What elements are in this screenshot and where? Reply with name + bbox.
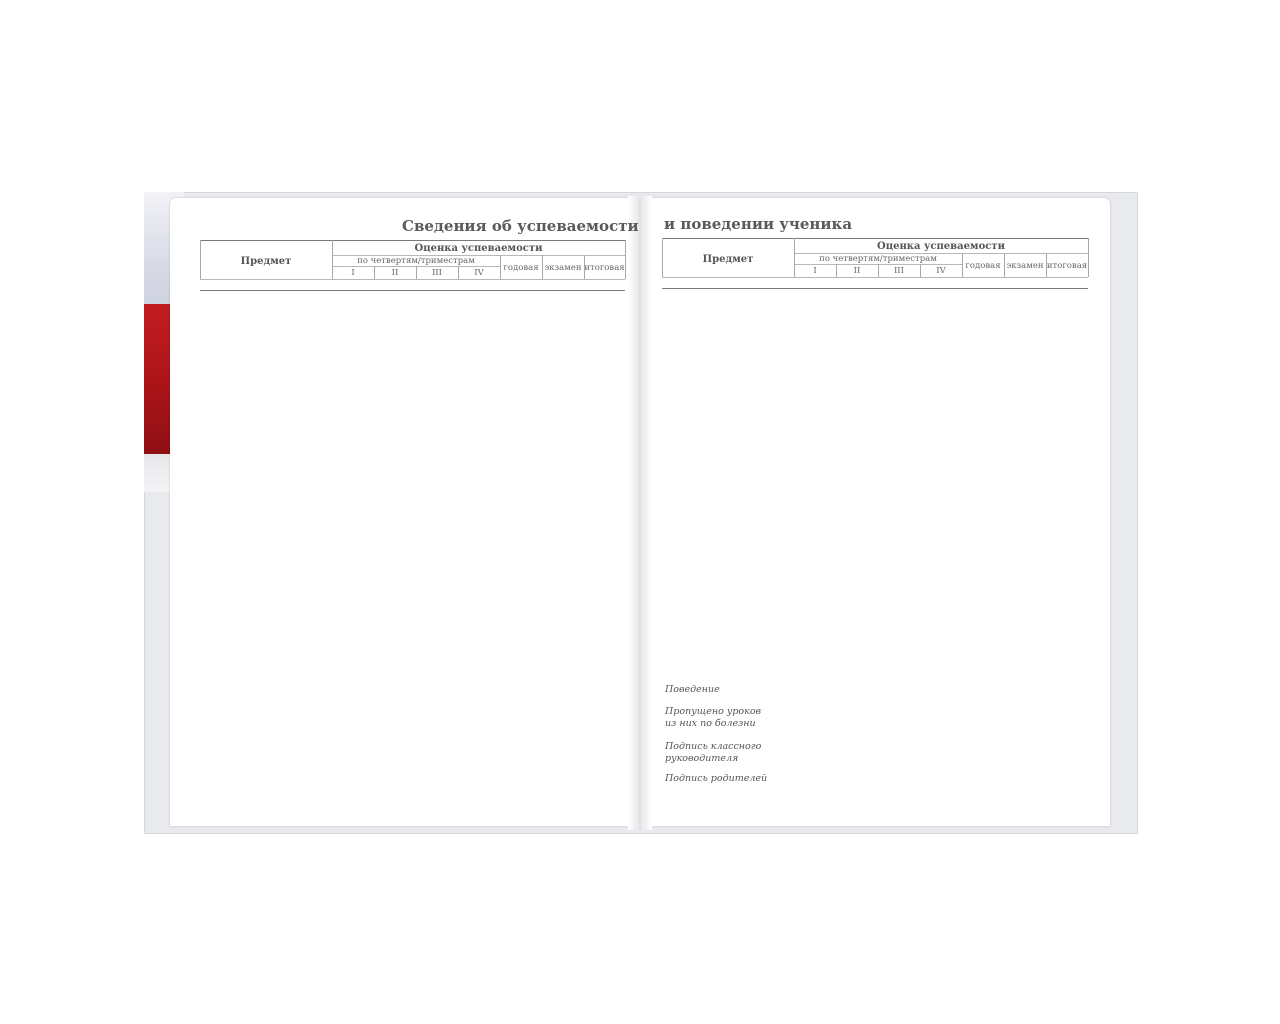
notebook-spine — [628, 196, 652, 830]
assessment-header: Оценка успеваемости — [877, 241, 1005, 252]
exam-column-header: экзамен — [1006, 261, 1044, 271]
header-summary-divider — [542, 255, 543, 279]
teacher-signature-row-label — [665, 741, 761, 765]
subject-header: Предмет — [702, 254, 754, 265]
teacher-signature-label-line-2: руководителя — [665, 753, 739, 764]
header-bottom-rule — [200, 279, 625, 280]
teacher-signature-label-line-1: Подпись классного — [665, 741, 762, 752]
body-top-rule — [662, 288, 1088, 289]
exam-column-header: экзамен — [544, 263, 582, 273]
missed-lessons-row-label — [665, 706, 761, 730]
header-summary-divider — [584, 255, 585, 279]
body-top-rule — [200, 290, 625, 291]
missed-lessons-label-line-2: из них по болезни — [665, 718, 756, 729]
missed-lessons-label-line-1: Пропущено уроков — [665, 706, 762, 717]
left-page — [170, 198, 632, 826]
period-3-label: III — [893, 266, 905, 276]
header-mid-rule — [332, 255, 625, 256]
header-summary-divider — [1004, 253, 1005, 277]
right-page-title: и поведении ученика — [664, 215, 853, 233]
final-column-header: итоговая — [1046, 261, 1088, 271]
header-right-edge — [1088, 238, 1089, 277]
annual-column-header: годовая — [503, 263, 539, 273]
header-period-divider — [416, 266, 417, 279]
period-header: по четвертям/триместрам — [357, 256, 475, 266]
period-header: по четвертям/триместрам — [819, 254, 937, 264]
header-summary-divider — [500, 255, 501, 279]
annual-column-header: годовая — [965, 261, 1001, 271]
header-period-divider — [458, 266, 459, 279]
period-3-label: III — [431, 268, 443, 278]
behavior-row-label — [665, 684, 720, 696]
period-1-label: I — [351, 268, 355, 278]
header-top-rule — [662, 238, 1088, 239]
header-summary-divider — [1046, 253, 1047, 277]
assessment-header: Оценка успеваемости — [414, 243, 543, 254]
header-top-rule — [200, 240, 625, 241]
header-right-edge — [625, 240, 626, 279]
header-period-divider — [878, 264, 879, 277]
header-left-edge — [662, 238, 663, 277]
parent-signature-row-label — [665, 773, 767, 785]
final-column-header: итоговая — [584, 263, 625, 273]
header-period-divider — [920, 264, 921, 277]
period-4-label: IV — [474, 268, 484, 278]
behavior-label-line: Поведение — [665, 684, 720, 695]
header-left-edge — [200, 240, 201, 279]
right-page — [648, 198, 1110, 826]
period-4-label: IV — [936, 266, 946, 276]
header-subject-edge — [794, 238, 795, 277]
period-1-label: I — [813, 266, 817, 276]
header-bottom-rule — [662, 277, 1088, 278]
left-page-title: Сведения об успеваемости — [402, 217, 639, 235]
header-period-divider — [836, 264, 837, 277]
period-2-label: II — [853, 266, 861, 276]
header-period-divider — [374, 266, 375, 279]
parent-signature-label-line: Подпись родителей — [665, 773, 768, 784]
period-2-label: II — [391, 268, 399, 278]
subject-header: Предмет — [240, 256, 292, 267]
header-summary-divider — [962, 253, 963, 277]
header-subject-edge — [332, 240, 333, 279]
header-mid-rule — [794, 253, 1088, 254]
